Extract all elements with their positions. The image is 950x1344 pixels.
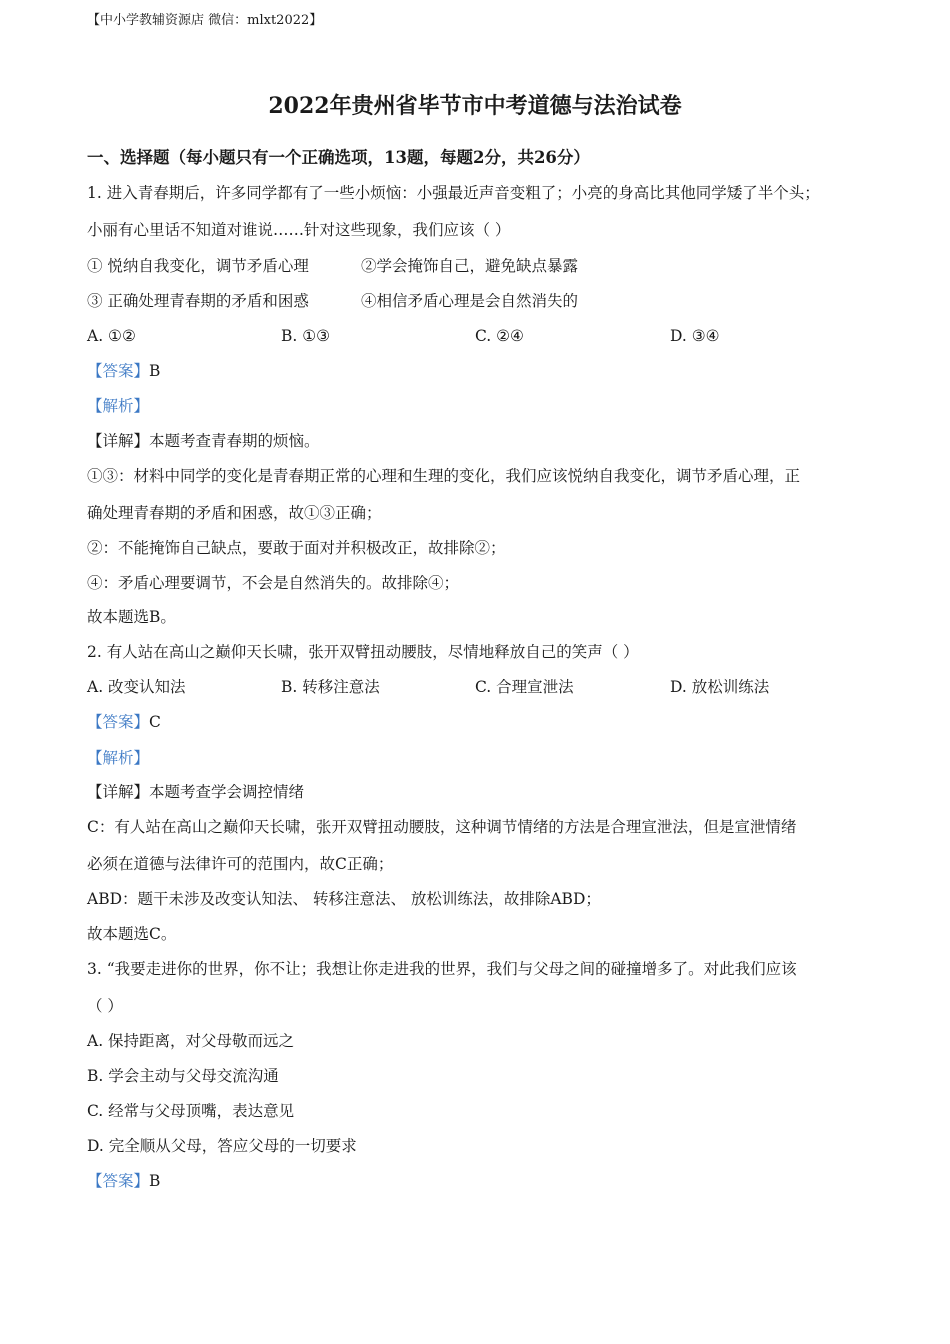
q3-option-a: A. 保持距离，对父母敬而远之 [87, 1032, 295, 1050]
q2-explanation-3: ABD：题干未涉及改变认知法、 转移注意法、 放松训练法，故排除ABD； [87, 890, 601, 908]
q2-answer [87, 712, 161, 732]
q2-option-c: C. 合理宣泄法 [475, 678, 574, 696]
q1-answer [87, 361, 160, 381]
document-title: 2022年贵州省毕节市中考道德与法治试卷 [268, 93, 682, 119]
q3-option-c: C. 经常与父母顶嘴，表达意见 [87, 1102, 295, 1120]
q1-option-d: D. ③④ [670, 327, 720, 345]
q1-detail-text: 本题考查青春期的烦恼。 [149, 432, 320, 450]
q2-detail-text: 本题考查学会调控情绪 [149, 783, 305, 801]
page-header: 【中小学教辅资源店 微信：mlxt2022】 [87, 13, 323, 28]
q1-option-a: A. ①② [87, 327, 136, 345]
q1-conclusion: 故本题选B。 [87, 608, 176, 626]
answer-label: 【答案】 [87, 1172, 150, 1190]
q2-stem: 2. 有人站在高山之巅仰天长啸，张开双臂扭动腰肢，尽情地释放自己的笑声（ ） [87, 643, 639, 661]
q2-detail [87, 782, 304, 802]
q3-answer-value: B [149, 1172, 161, 1190]
q3-option-d: D. 完全顺从父母，答应父母的一切要求 [87, 1137, 357, 1155]
detail-label: 【详解】 [87, 432, 150, 450]
q3-stem-line1: 3. “我要走进你的世界，你不让；我想让你走进我的世界，我们与父母之间的碰撞增多了。对此我们应该 [87, 960, 797, 978]
q1-statement-3: ③ 正确处理青春期的矛盾和困惑 [87, 292, 309, 310]
q1-analysis-label: 【解析】 [87, 397, 150, 415]
q1-stem-line1: 1. 进入青春期后，许多同学都有了一些小烦恼：小强最近声音变粗了；小亮的身高比其他同学矮了半个头； [87, 184, 820, 202]
q2-explanation-1: C：有人站在高山之巅仰天长啸，张开双臂扭动腰肢，这种调节情绪的方法是合理宣泄法，但是宣泄情绪 [87, 818, 797, 836]
q2-answer-value: C [149, 713, 161, 731]
q1-explanation-3: ②：不能掩饰自己缺点，要敢于面对并积极改正，故排除②； [87, 539, 506, 557]
q2-explanation-2: 必须在道德与法律许可的范围内，故C正确； [87, 855, 394, 873]
q1-statement-1: ① 悦纳自我变化，调节矛盾心理 [87, 257, 309, 275]
q1-statement-2: ②学会掩饰自己，避免缺点暴露 [361, 257, 579, 275]
q2-analysis-label: 【解析】 [87, 749, 150, 767]
q1-statement-4: ④相信矛盾心理是会自然消失的 [361, 292, 579, 310]
q2-conclusion: 故本题选C。 [87, 925, 177, 943]
q3-option-b: B. 学会主动与父母交流沟通 [87, 1067, 279, 1085]
detail-label: 【详解】 [87, 783, 150, 801]
q1-explanation-2: 确处理青春期的矛盾和困惑，故①③正确； [87, 504, 382, 522]
q1-stem-line2: 小丽有心里话不知道对谁说……针对这些现象，我们应该（ ） [87, 221, 511, 239]
q1-explanation-4: ④：矛盾心理要调节，不会是自然消失的。故排除④； [87, 574, 460, 592]
answer-label: 【答案】 [87, 362, 150, 380]
q2-option-a: A. 改变认知法 [87, 678, 186, 696]
q3-stem-line2: （ ） [87, 997, 123, 1015]
q1-answer-value: B [149, 362, 161, 380]
q2-option-b: B. 转移注意法 [281, 678, 380, 696]
q1-explanation-1: ①③：材料中同学的变化是青春期正常的心理和生理的变化，我们应该悦纳自我变化，调节矛盾心理，正 [87, 467, 801, 485]
answer-label: 【答案】 [87, 713, 150, 731]
q1-option-b: B. ①③ [281, 327, 331, 345]
q3-answer [87, 1171, 160, 1191]
q2-option-d: D. 放松训练法 [670, 678, 770, 696]
q1-detail [87, 431, 320, 451]
q1-option-c: C. ②④ [475, 327, 524, 345]
section-heading: 一、选择题（每小题只有一个正确选项，13题，每题2分，共26分） [87, 148, 590, 167]
